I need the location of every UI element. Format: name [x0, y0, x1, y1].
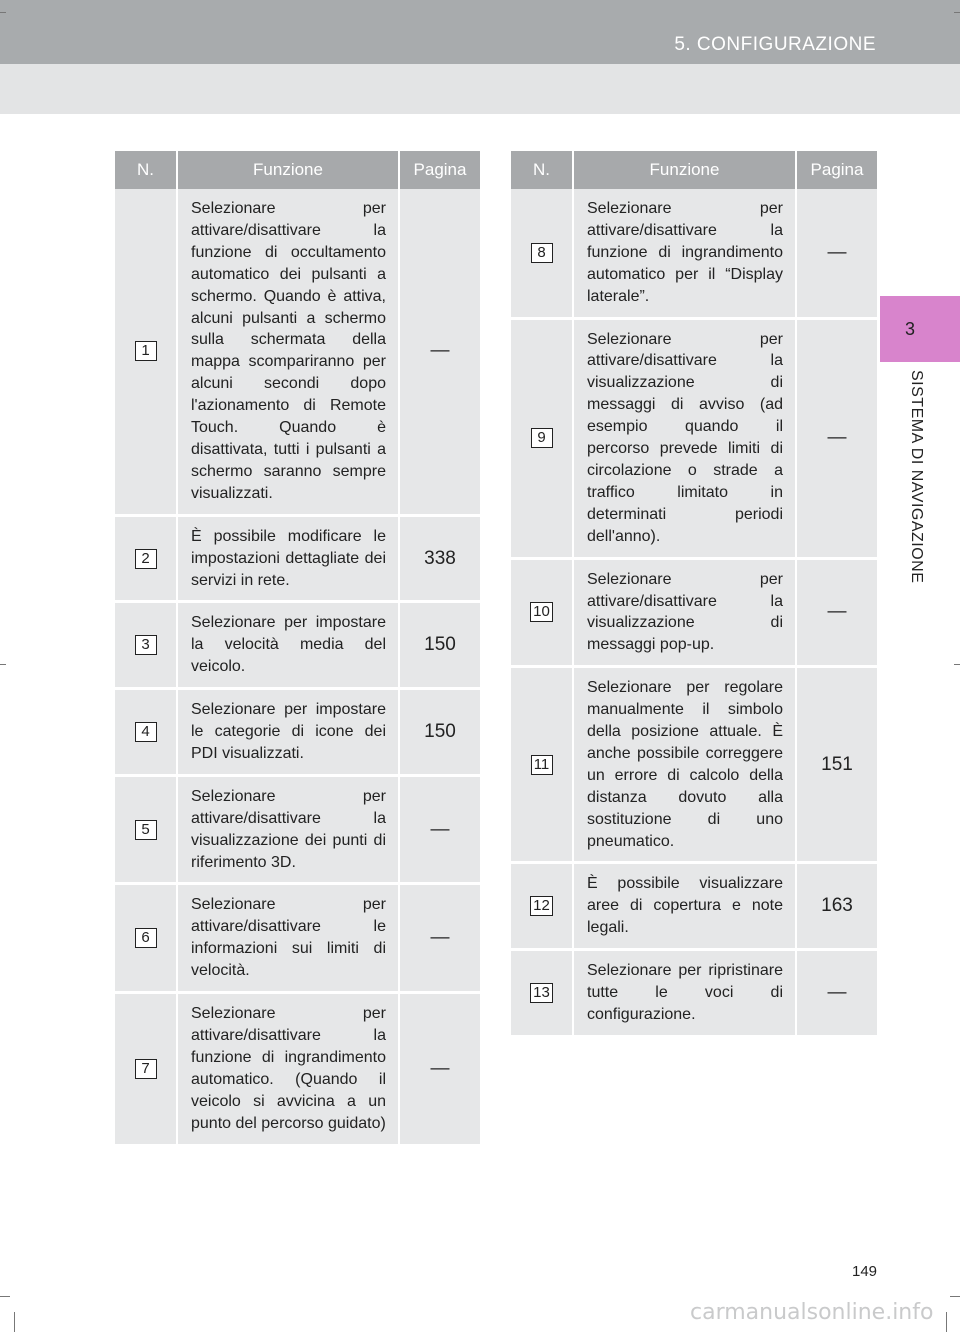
crop-mark [950, 1296, 960, 1297]
function-description: Selezionare per attivare/disattivare la visualizzazione dei punti di riferimento 3D. [177, 775, 399, 884]
function-description: Selezionare per impostare la velocità media del veicolo. [177, 602, 399, 689]
right-function-table [511, 151, 877, 1038]
table-row [115, 602, 480, 689]
row-number-cell [115, 689, 177, 776]
page-reference: — [399, 993, 480, 1145]
page-number: 149 [852, 1263, 878, 1280]
row-number-badge: 12 [530, 896, 553, 916]
row-number-badge: 9 [531, 428, 553, 448]
page-reference: — [399, 775, 480, 884]
header-page: Pagina [399, 151, 480, 189]
table-row [115, 993, 480, 1145]
function-description: Selezionare per attivare/disattivare la funzione di occultamento automatico dei pulsanti a schermo. Quando è attiva, alcuni pulsanti a schermo sulla schermata della mappa scompariranno per alcuni secondi dopo l'azionamento di Remote Touch. Quando è disattivata, tutti i pulsanti a schermo saranno sempre visualizzati. [177, 189, 399, 515]
function-description: Selezionare per attivare/disattivare la funzione di ingrandimento automatico. (Quando il veicolo si avvicina a un punto del percorso guidato) [177, 993, 399, 1145]
row-number-badge: 1 [135, 341, 157, 361]
left-table-body [115, 189, 480, 1145]
chapter-label: SISTEMA DI NAVIGAZIONE [908, 370, 925, 584]
header-band [0, 0, 960, 64]
function-description: Selezionare per attivare/disattivare la visualizzazione di messaggi di avviso (ad esempio quando il percorso prevede limiti di circolazione o strade a traffico limitato in determinati periodi dell'anno). [573, 318, 796, 558]
row-number-badge: 2 [135, 549, 157, 569]
page-reference: 150 [399, 602, 480, 689]
table-row [511, 863, 877, 950]
row-number-cell [511, 318, 573, 558]
function-description: Selezionare per attivare/disattivare le informazioni sui limiti di velocità. [177, 884, 399, 993]
function-description: Selezionare per ripristinare tutte le voci di configurazione. [573, 950, 796, 1037]
function-description: Selezionare per regolare manualmente il simbolo della posizione attuale. È anche possibile correggere un errore di calcolo della distanza dovuto alla sostituzione di uno pneumatico. [573, 667, 796, 863]
chapter-number: 3 [905, 318, 916, 339]
page-reference: — [796, 558, 877, 667]
row-number-cell [115, 993, 177, 1145]
table-row [511, 950, 877, 1037]
crop-mark [954, 664, 960, 665]
function-description: È possibile modificare le impostazioni dettagliate dei servizi in rete. [177, 515, 399, 602]
table-row [511, 558, 877, 667]
row-number-badge: 5 [135, 820, 157, 840]
table-row [115, 884, 480, 993]
page-reference: 151 [796, 667, 877, 863]
table-row [115, 689, 480, 776]
row-number-badge: 10 [530, 602, 553, 622]
function-description: È possibile visualizzare aree di copertura e note legali. [573, 863, 796, 950]
header-function: Funzione [573, 151, 796, 189]
header-num: N. [115, 151, 177, 189]
page-reference: — [399, 884, 480, 993]
row-number-cell [115, 189, 177, 515]
table-row [511, 318, 877, 558]
page-reference: 338 [399, 515, 480, 602]
row-number-badge: 6 [135, 928, 157, 948]
chapter-tab [880, 296, 960, 362]
row-number-badge: 13 [530, 983, 553, 1003]
table-row [115, 515, 480, 602]
row-number-badge: 4 [135, 722, 157, 742]
crop-mark [14, 1312, 15, 1332]
row-number-cell [115, 602, 177, 689]
header-num: N. [511, 151, 573, 189]
crop-mark [954, 12, 960, 13]
page-reference: — [399, 189, 480, 515]
table-row [115, 775, 480, 884]
crop-mark [0, 1296, 10, 1297]
table-header-row [511, 151, 877, 189]
row-number-badge: 3 [135, 635, 157, 655]
table-row [115, 189, 480, 515]
row-number-cell [115, 515, 177, 602]
page-reference: 163 [796, 863, 877, 950]
row-number-cell [511, 950, 573, 1037]
row-number-cell [511, 558, 573, 667]
function-description: Selezionare per attivare/disattivare la funzione di ingrandimento automatico per il “Display laterale”. [573, 189, 796, 318]
watermark: carmanualsonline.info [690, 1300, 934, 1325]
row-number-badge: 7 [135, 1059, 157, 1079]
crop-mark [946, 1312, 947, 1332]
table-row [511, 189, 877, 318]
header-page: Pagina [796, 151, 877, 189]
row-number-badge: 11 [531, 755, 553, 775]
function-description: Selezionare per impostare le categorie di icone dei PDI visualizzati. [177, 689, 399, 776]
page-reference: 150 [399, 689, 480, 776]
header-function: Funzione [177, 151, 399, 189]
header-sub-band [0, 64, 960, 114]
page-reference: — [796, 189, 877, 318]
crop-mark [0, 664, 6, 665]
row-number-cell [511, 863, 573, 950]
table-row [511, 667, 877, 863]
page-reference: — [796, 950, 877, 1037]
row-number-cell [115, 775, 177, 884]
left-function-table [115, 151, 480, 1147]
row-number-cell [115, 884, 177, 993]
section-title: 5. CONFIGURAZIONE [674, 34, 876, 55]
crop-mark [0, 12, 6, 13]
row-number-cell [511, 189, 573, 318]
row-number-cell [511, 667, 573, 863]
right-table-body [511, 189, 877, 1036]
page-reference: — [796, 318, 877, 558]
table-header-row [115, 151, 480, 189]
row-number-badge: 8 [531, 243, 553, 263]
function-description: Selezionare per attivare/disattivare la visualizzazione di messaggi pop-up. [573, 558, 796, 667]
